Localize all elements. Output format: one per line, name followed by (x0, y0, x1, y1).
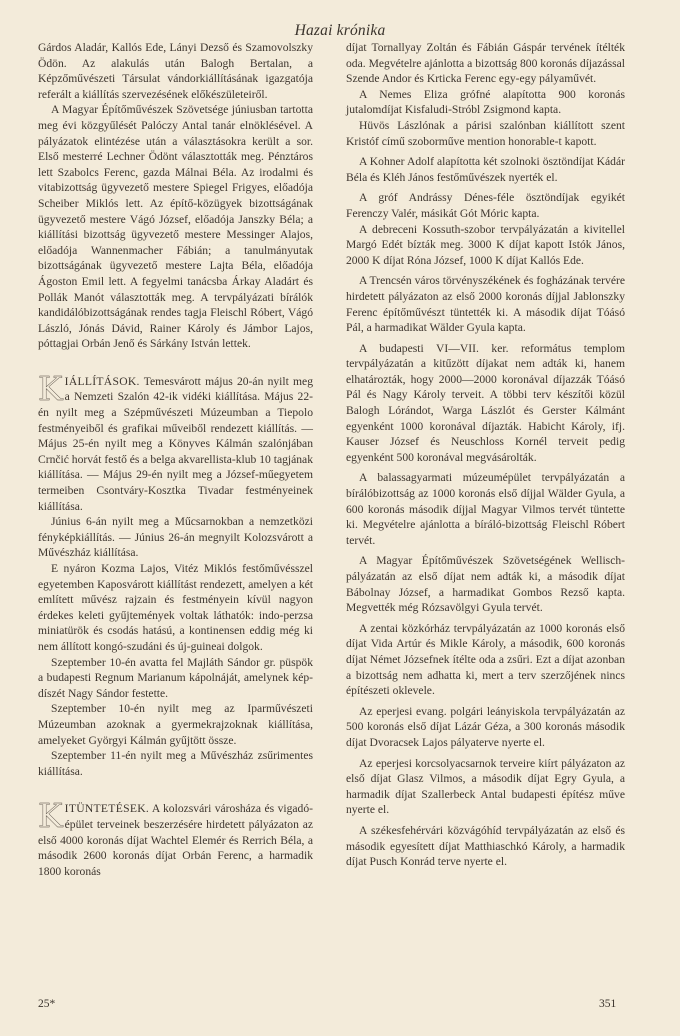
running-head: Hazai krónika (294, 22, 386, 39)
paragraph: Az eperjesi evang. polgári leányiskola tervpályázatán az 500 koronás első díjat Lázár Géza, a 300 koronás második díjat Dvoracsek Lajos pályaterve nyerte el. (346, 704, 625, 749)
left-column (38, 40, 313, 879)
paragraph: díjat Tornallyay Zoltán és Fábián Gáspár tervének ítélték oda. Megvételre ajánlotta a bizottság 800 koronás díjazással Szende Andor és Krticka Ferenc egy-egy pályaművét. (346, 41, 625, 86)
dropcap-letter: K (38, 796, 63, 836)
paragraph: Az eperjesi korcsolyacsarnok terveire kiírt pályázaton az első díjat Glasz Vilmos, a második díjat Egry Gyula, a harmadik díjat Szallerbeck Antal budapesti építész műve nyerte el. (346, 756, 625, 817)
paragraph: Szeptember 11-én nyilt meg a Művészház zsűrimentes kiállítása. (38, 749, 313, 778)
section-lead-text: A kolozsvári városháza és vigadó-épület terveinek beszerzésére hirdetett pályázaton az első 4000 koronás díjat Wachtel Elemér és Rerrich Béla, a második 2600 koronás díjat Orbán Ferenc, a harmadik 1800 koronás (38, 802, 313, 878)
section-lead-paragraph (38, 368, 313, 514)
section-heading: ITÜNTETÉSEK. (64, 802, 150, 816)
paragraph: A székesfehérvári közvágóhíd tervpályázatán az első és második egyesített díjat Matthiaschkó Károly, a harmadik díjat Pusch Konrád terve nyerte el. (346, 823, 625, 869)
paragraph: A balassagyarmati múzeumépület tervpályázatán a bírálóbizottság az 1000 koronás első díjjal Wälder Gyula, a 600 koronás második díjjal Magyar Vilmos tervét tüntette ki. Megvételre ajánlotta a bíráló-bizottság Fleischl Róbert tervét. (346, 471, 625, 547)
paragraph: Szeptember 10-én avatta fel Majláth Sándor gr. püspök a budapesti Regnum Marianum kápolnáját, amelynek kép-díszét Nagy Sándor festette. (38, 655, 313, 700)
paragraph: A Nemes Eliza grófné alapította 900 koronás jutalomdíjat Kisfaludi-Stróbl Zsigmond kapta. (346, 87, 625, 117)
paragraph: A zentai közkórház tervpályázatán az 1000 koronás első díjat Vida Artúr és Mikle Károly, a második, 600 koronás díjat Német Józsefnek ítélte oda a zsűri. Ezt a díjat azonban a bizottság nem adhatta ki, mert a terv szerzőjének nincs építészeti oklevele. (346, 621, 625, 698)
paragraph: A budapesti VI—VII. ker. református templom tervpályázatán a kitűzött díjakat nem adták ki, hanem elhatározták, hogy 2000—2000 koronával díjazzák Tóásó Pál és Nagy Károly terveit. A többi terv készítői közül Balogh Lórándot, Warga Lászlót és Gerster Kálmánt egyenként 1000 koronával díjazták. Habicht Károly, ifj. Kauser József és Neuschloss Kornél terveit pedig egyenként 500 koronával megvásárolták. (346, 341, 625, 464)
page-number: 351 (599, 998, 617, 1010)
paragraph: A Magyar Építőművészek Szövetsége júniusban tartotta meg évi közgyűlését Palóczy Antal tanár elnöklésével. A pályázatok elintézése után a választásokra került a sor. Első mesterré Lechner Ödönt választották meg. Pénztáros lett Szabolcs Ferenc, gazda Málnai Béla. Az irodalmi és vitabizottság ügyvezető mestere Spiegel Frigyes, előadója Scheiber Miklós lett. Az építő-közügyek bizottságának ügyvezető mestere Vágó József, előadója Janszky Béla; a kiállítási bizottság ügyvezető mestere Messinger Alajos, előadója Wannenmacher Fábián; a tanulmányutak bizottságának ügyvezető mestere Lajta Béla, előadója Ágoston Emil lett. A fegyelmi tanácsba Árkay Aladárt és Pollák Manót választották meg. A tervpályázati bírálók kandidálóbizottságának rendes tagja Fleischl Róbert, Vágó László, Jónás Dávid, Rainer Károly és Jámbor Lajos, póttagjai Orbán Jenő és Sárkány István lettek. (38, 103, 313, 351)
section-lead-paragraph (38, 796, 313, 879)
paragraph: Szeptember 10-én nyilt meg az Iparművészeti Múzeumban azoknak a gyermekrajzoknak kiállítása, amelyeket Györgyi Kálmán gyűjtött össze. (38, 702, 313, 747)
paragraph: Június 6-án nyilt meg a Műcsarnokban a nemzetközi fényképkiállítás. — Június 26-án megnyilt Kolozsvárott a Művészház kiállítása. (38, 515, 313, 560)
paragraph: A Trencsén város törvényszékének és fogházának tervére hirdetett pályázaton az első 2000 koronás díjjal Jablonszky Ferenc építőművészt tüntették ki. A második díjat Tóásó Pál, a harmadikat Wälder Gyula kapta. (346, 274, 625, 335)
signature-mark: 25* (38, 998, 56, 1010)
paragraph: E nyáron Kozma Lajos, Vitéz Miklós festőművésszel egyetemben Kaposvárott kiállítást rendezett, amelyen a két említett művész rajzain és festményein kívül nagyon érdekes keleti gyűjtemények voltak láthatók: indo-perzsa miniatürök és csodás hatású, a kontinensen eddig még ki nem állított kongó-szudáni és új-guineai dolgok. (38, 562, 313, 653)
paragraph: A debreceni Kossuth-szobor tervpályázatán a kivitellel Margó Edét bízták meg. 3000 K díjat kapott Istók János, 2000 K díjat Róna József, 1000 K díjat Kallós Ede. (346, 222, 625, 267)
section-heading: IÁLLÍTÁSOK. (64, 374, 140, 388)
dropcap-letter: K (38, 368, 63, 408)
section-exhibitions (38, 368, 313, 779)
paragraph: A gróf Andrássy Dénes-féle ösztöndíjak egyikét Ferenczy Valér, másikát Gót Móric kapta. (346, 191, 625, 220)
paragraph: Hüvös Lászlónak a párisi szalónban kiállított szent Kristóf című szoborműve mention honorable-t kapott. (346, 118, 625, 148)
right-column (346, 40, 625, 870)
section-lead-text: Temesvárott május 20-án nyilt meg a Nemzeti Szalón 42-ik vidéki kiállítása. Május 22-én nyilt meg a Szépművészeti Múzeumban a Tiepolo festményeiből és grafikai műveiből rendezett kiállítás. — Május 25-én nyilt meg a Könyves Kálmán szalónjában Crnčić horvát festő és a belga akvarellista-klub 10 tagjának kiállítása. — Május 29-én nyilt meg a József-műegyetem termeiben Csontváry-Kosztka Tivadar festményeinek kiállítása. (38, 374, 313, 513)
paragraph: Gárdos Aladár, Kallós Ede, Lányi Dezső és Szamovolszky Ödön. Az alakulás után Balogh Bertalan, a Képzőművészeti Társulat vándorkiállításának igazgatója referált a kiállítás szervezésének előkészületeiről. (38, 41, 313, 101)
paragraph: A Kohner Adolf alapította két szolnoki ösztöndíjat Kádár Béla és Kléh János festőművészek nyerték el. (346, 155, 625, 184)
paragraph: A Magyar Építőművészek Szövetségének Wellisch-pályázatán az első díjat nem adták ki, a második díjat Bábolnay József, a harmadikat Gombos Rezső kapta. Megvették még Rózsavölgyi Gyula tervét. (346, 554, 625, 615)
section-awards (38, 796, 313, 879)
